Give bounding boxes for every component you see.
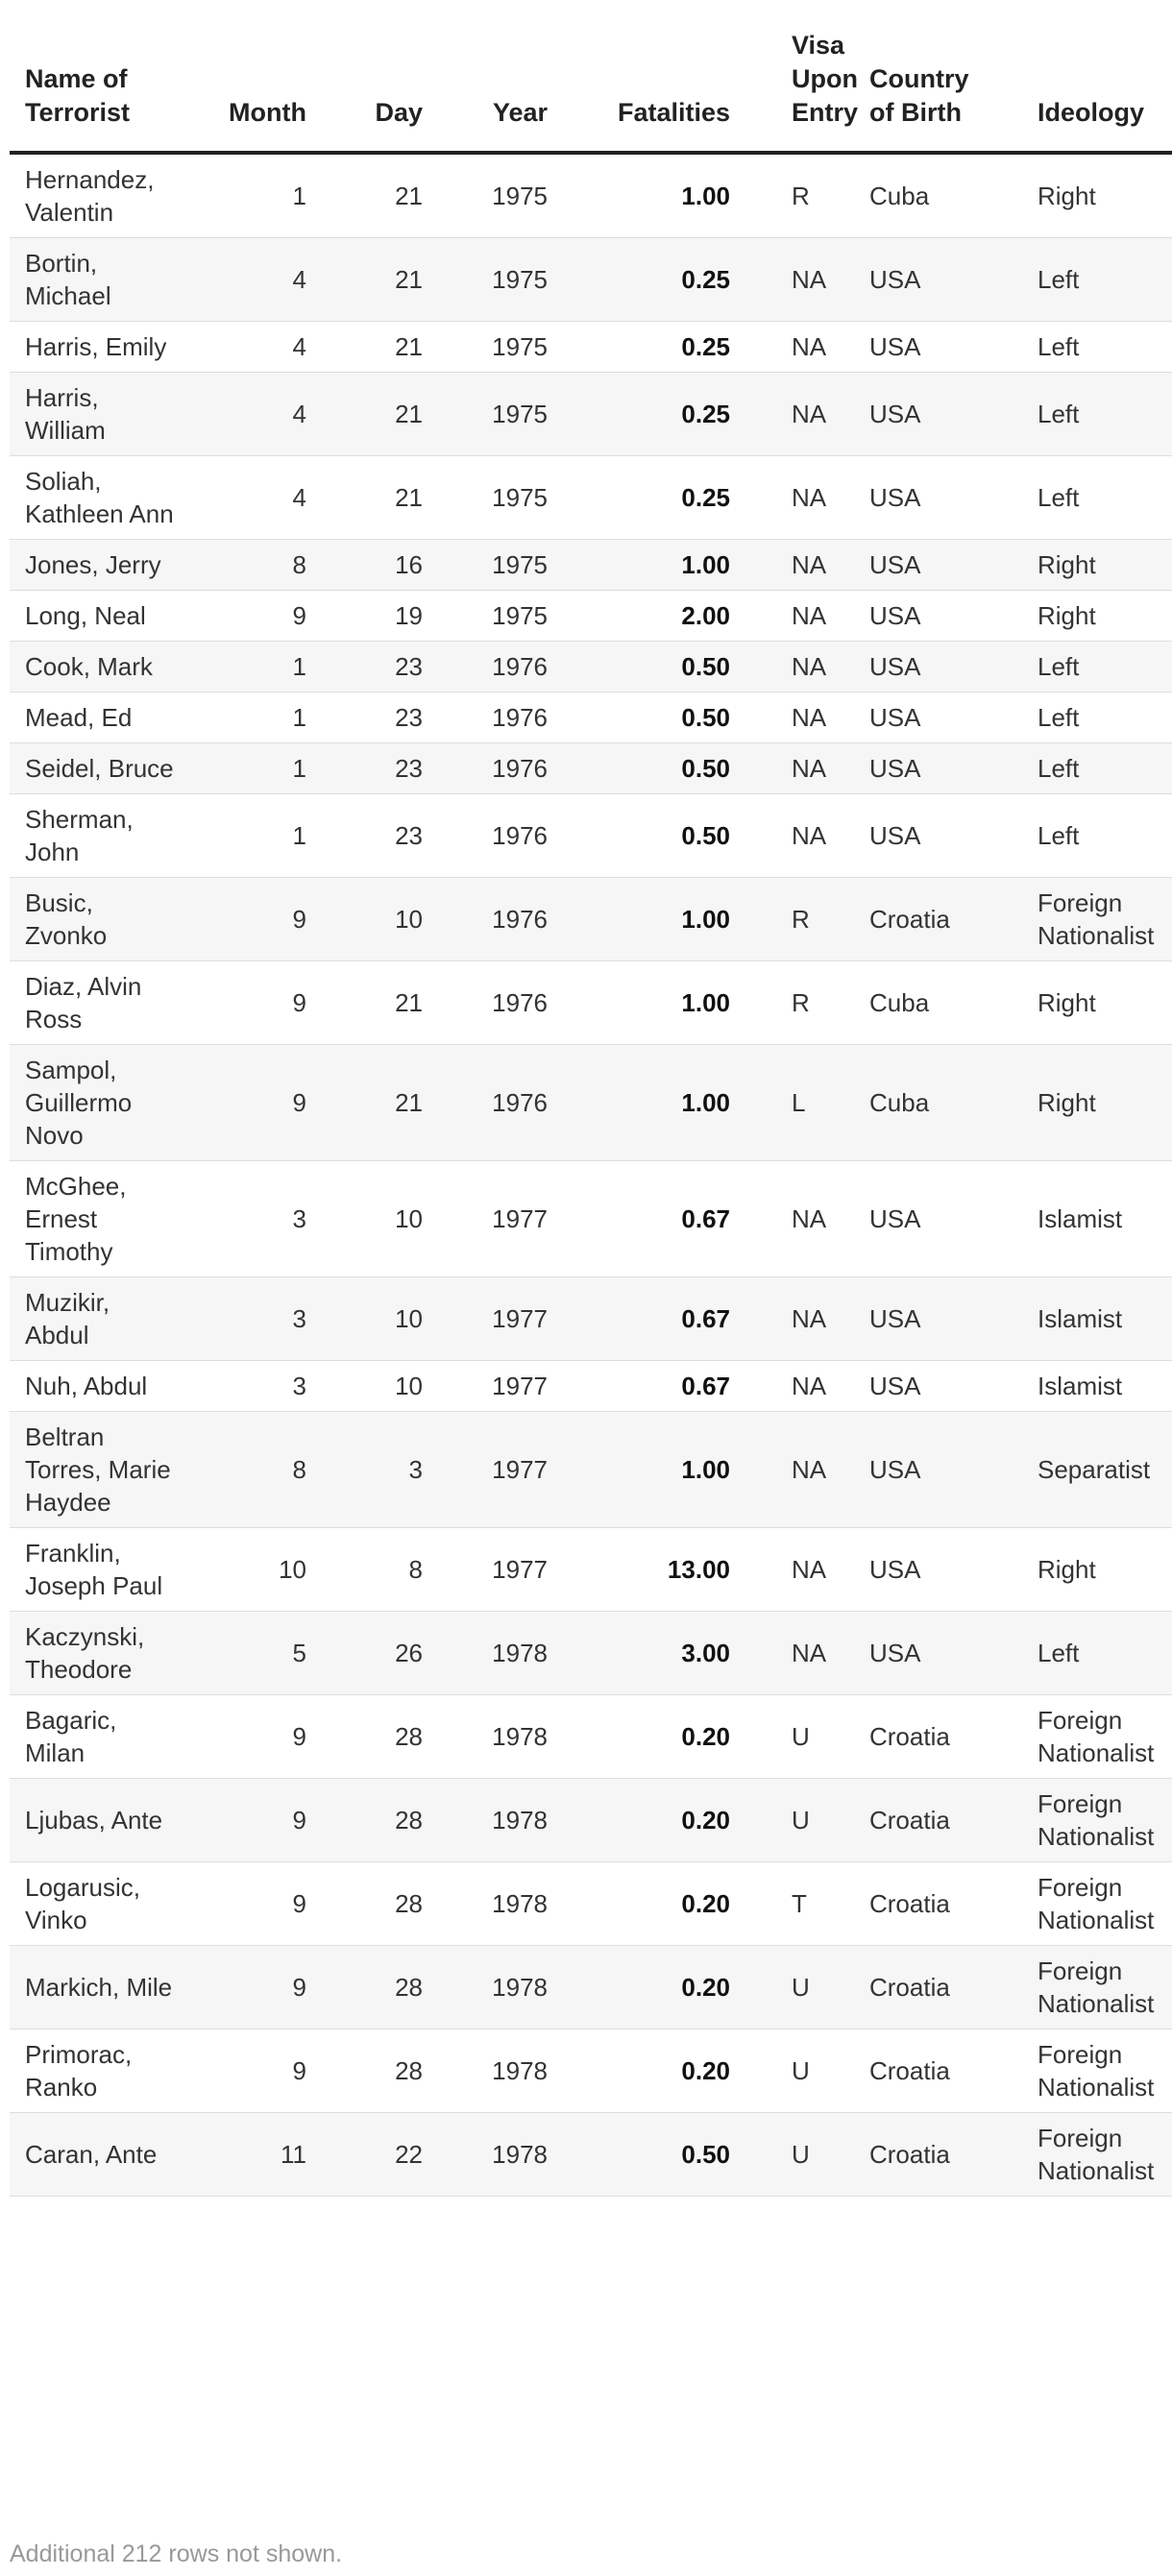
- cell-year: 1978: [423, 1779, 548, 1862]
- cell-country: Cuba: [869, 1045, 1038, 1161]
- cell-year: 1976: [423, 794, 548, 878]
- table-row: [10, 1862, 1172, 1946]
- cell-ideology: Separatist: [1038, 1412, 1172, 1528]
- cell-fatalities: 0.50: [548, 743, 730, 794]
- cell-country: USA: [869, 1361, 1038, 1412]
- cell-day: 23: [312, 794, 423, 878]
- cell-name: Markich, Mile: [10, 1946, 187, 2029]
- cell-country: USA: [869, 540, 1038, 591]
- cell-visa: NA: [730, 1528, 869, 1612]
- cell-visa: NA: [730, 1412, 869, 1528]
- cell-fatalities: 0.67: [548, 1161, 730, 1277]
- cell-fatalities: 0.20: [548, 1946, 730, 2029]
- cell-country: USA: [869, 373, 1038, 456]
- col-header-year: Year: [423, 29, 548, 153]
- cell-month: 3: [187, 1277, 312, 1361]
- table-row: [10, 961, 1172, 1045]
- header-row: [10, 29, 1172, 153]
- cell-year: 1978: [423, 1862, 548, 1946]
- cell-fatalities: 0.25: [548, 373, 730, 456]
- table-row: [10, 456, 1172, 540]
- cell-month: 9: [187, 1946, 312, 2029]
- cell-fatalities: 3.00: [548, 1612, 730, 1695]
- table-row: [10, 1779, 1172, 1862]
- cell-visa: NA: [730, 1161, 869, 1277]
- cell-day: 28: [312, 1946, 423, 2029]
- cell-ideology: Left: [1038, 743, 1172, 794]
- cell-name: Muzikir, Abdul: [10, 1277, 187, 1361]
- cell-month: 1: [187, 794, 312, 878]
- cell-country: Croatia: [869, 2029, 1038, 2113]
- cell-visa: NA: [730, 743, 869, 794]
- cell-visa: NA: [730, 540, 869, 591]
- cell-ideology: Foreign Nationalist: [1038, 2029, 1172, 2113]
- cell-name: Busic, Zvonko: [10, 878, 187, 961]
- cell-ideology: Left: [1038, 322, 1172, 373]
- cell-day: 10: [312, 1161, 423, 1277]
- table-row: [10, 1412, 1172, 1528]
- cell-ideology: Left: [1038, 642, 1172, 693]
- cell-year: 1975: [423, 238, 548, 322]
- table-row: [10, 743, 1172, 794]
- cell-year: 1976: [423, 961, 548, 1045]
- cell-visa: R: [730, 878, 869, 961]
- cell-visa: U: [730, 1779, 869, 1862]
- cell-year: 1975: [423, 322, 548, 373]
- cell-ideology: Right: [1038, 591, 1172, 642]
- cell-day: 10: [312, 1277, 423, 1361]
- cell-year: 1976: [423, 1045, 548, 1161]
- cell-fatalities: 0.50: [548, 2113, 730, 2197]
- cell-name: Mead, Ed: [10, 693, 187, 743]
- cell-month: 8: [187, 1412, 312, 1528]
- cell-name: Bortin, Michael: [10, 238, 187, 322]
- cell-fatalities: 0.20: [548, 1862, 730, 1946]
- cell-name: Diaz, Alvin Ross: [10, 961, 187, 1045]
- cell-day: 10: [312, 1361, 423, 1412]
- table-row: [10, 153, 1172, 238]
- table-row: [10, 540, 1172, 591]
- cell-visa: NA: [730, 1612, 869, 1695]
- cell-name: Logarusic, Vinko: [10, 1862, 187, 1946]
- cell-month: 5: [187, 1612, 312, 1695]
- cell-country: Croatia: [869, 1862, 1038, 1946]
- cell-day: 28: [312, 1862, 423, 1946]
- cell-day: 16: [312, 540, 423, 591]
- cell-day: 21: [312, 456, 423, 540]
- cell-fatalities: 13.00: [548, 1528, 730, 1612]
- table-row: [10, 1612, 1172, 1695]
- cell-name: Ljubas, Ante: [10, 1779, 187, 1862]
- cell-fatalities: 0.20: [548, 2029, 730, 2113]
- cell-year: 1976: [423, 642, 548, 693]
- cell-name: Seidel, Bruce: [10, 743, 187, 794]
- cell-ideology: Foreign Nationalist: [1038, 1779, 1172, 1862]
- cell-country: Croatia: [869, 1695, 1038, 1779]
- cell-visa: U: [730, 1946, 869, 2029]
- cell-fatalities: 0.50: [548, 794, 730, 878]
- cell-name: Nuh, Abdul: [10, 1361, 187, 1412]
- cell-fatalities: 0.67: [548, 1361, 730, 1412]
- table-row: [10, 373, 1172, 456]
- col-header-month: Month: [187, 29, 312, 153]
- cell-fatalities: 0.67: [548, 1277, 730, 1361]
- cell-month: 3: [187, 1161, 312, 1277]
- cell-country: USA: [869, 591, 1038, 642]
- cell-name: Harris, William: [10, 373, 187, 456]
- cell-year: 1978: [423, 1946, 548, 2029]
- cell-year: 1976: [423, 743, 548, 794]
- table-row: [10, 642, 1172, 693]
- cell-day: 21: [312, 961, 423, 1045]
- cell-country: Croatia: [869, 2113, 1038, 2197]
- cell-fatalities: 1.00: [548, 961, 730, 1045]
- cell-visa: NA: [730, 373, 869, 456]
- cell-year: 1977: [423, 1412, 548, 1528]
- cell-day: 3: [312, 1412, 423, 1528]
- cell-visa: R: [730, 961, 869, 1045]
- cell-fatalities: 0.20: [548, 1779, 730, 1862]
- table-row: [10, 2029, 1172, 2113]
- cell-ideology: Foreign Nationalist: [1038, 2113, 1172, 2197]
- cell-country: USA: [869, 456, 1038, 540]
- col-header-visa: Visa Upon Entry: [730, 29, 869, 153]
- table-row: [10, 238, 1172, 322]
- table-row: [10, 878, 1172, 961]
- cell-month: 9: [187, 591, 312, 642]
- cell-day: 8: [312, 1528, 423, 1612]
- cell-day: 21: [312, 322, 423, 373]
- cell-ideology: Right: [1038, 961, 1172, 1045]
- cell-country: Cuba: [869, 961, 1038, 1045]
- cell-month: 9: [187, 878, 312, 961]
- cell-visa: T: [730, 1862, 869, 1946]
- cell-month: 9: [187, 961, 312, 1045]
- cell-month: 4: [187, 322, 312, 373]
- cell-day: 21: [312, 1045, 423, 1161]
- cell-ideology: Right: [1038, 540, 1172, 591]
- cell-name: Beltran Torres, Marie Haydee: [10, 1412, 187, 1528]
- cell-visa: L: [730, 1045, 869, 1161]
- table-row: [10, 693, 1172, 743]
- cell-country: USA: [869, 238, 1038, 322]
- cell-ideology: Foreign Nationalist: [1038, 1946, 1172, 2029]
- cell-name: Bagaric, Milan: [10, 1695, 187, 1779]
- table-row: [10, 322, 1172, 373]
- cell-month: 1: [187, 642, 312, 693]
- cell-fatalities: 1.00: [548, 878, 730, 961]
- cell-month: 9: [187, 1862, 312, 1946]
- cell-ideology: Islamist: [1038, 1161, 1172, 1277]
- cell-ideology: Foreign Nationalist: [1038, 1695, 1172, 1779]
- cell-month: 4: [187, 238, 312, 322]
- cell-month: 9: [187, 2029, 312, 2113]
- cell-country: USA: [869, 1528, 1038, 1612]
- col-header-day: Day: [312, 29, 423, 153]
- cell-ideology: Right: [1038, 153, 1172, 238]
- cell-ideology: Left: [1038, 238, 1172, 322]
- cell-name: Primorac, Ranko: [10, 2029, 187, 2113]
- cell-visa: NA: [730, 456, 869, 540]
- table-row: [10, 591, 1172, 642]
- cell-year: 1977: [423, 1161, 548, 1277]
- cell-ideology: Right: [1038, 1528, 1172, 1612]
- cell-year: 1977: [423, 1528, 548, 1612]
- cell-year: 1978: [423, 2113, 548, 2197]
- cell-name: Hernandez, Valentin: [10, 153, 187, 238]
- cell-day: 10: [312, 878, 423, 961]
- table-row: [10, 1695, 1172, 1779]
- cell-day: 21: [312, 238, 423, 322]
- cell-month: 4: [187, 456, 312, 540]
- cell-fatalities: 0.50: [548, 642, 730, 693]
- cell-year: 1975: [423, 373, 548, 456]
- cell-ideology: Left: [1038, 693, 1172, 743]
- cell-fatalities: 0.50: [548, 693, 730, 743]
- cell-country: USA: [869, 322, 1038, 373]
- cell-fatalities: 0.25: [548, 322, 730, 373]
- cell-ideology: Foreign Nationalist: [1038, 878, 1172, 961]
- cell-country: Cuba: [869, 153, 1038, 238]
- cell-ideology: Left: [1038, 456, 1172, 540]
- cell-fatalities: 0.20: [548, 1695, 730, 1779]
- col-header-name: Name of Terrorist: [10, 29, 187, 153]
- cell-year: 1975: [423, 591, 548, 642]
- cell-year: 1976: [423, 878, 548, 961]
- cell-ideology: Islamist: [1038, 1277, 1172, 1361]
- cell-month: 1: [187, 743, 312, 794]
- cell-month: 9: [187, 1695, 312, 1779]
- table-row: [10, 1528, 1172, 1612]
- cell-visa: NA: [730, 693, 869, 743]
- cell-day: 26: [312, 1612, 423, 1695]
- cell-country: USA: [869, 1161, 1038, 1277]
- cell-fatalities: 1.00: [548, 540, 730, 591]
- cell-visa: NA: [730, 642, 869, 693]
- cell-ideology: Islamist: [1038, 1361, 1172, 1412]
- cell-country: USA: [869, 693, 1038, 743]
- cell-country: USA: [869, 794, 1038, 878]
- cell-month: 4: [187, 373, 312, 456]
- cell-name: Jones, Jerry: [10, 540, 187, 591]
- col-header-ideology: Ideology: [1038, 29, 1172, 153]
- cell-year: 1978: [423, 1612, 548, 1695]
- cell-month: 9: [187, 1779, 312, 1862]
- cell-fatalities: 2.00: [548, 591, 730, 642]
- table-row: [10, 1361, 1172, 1412]
- cell-day: 21: [312, 373, 423, 456]
- cell-month: 1: [187, 693, 312, 743]
- cell-visa: U: [730, 2029, 869, 2113]
- cell-year: 1978: [423, 2029, 548, 2113]
- cell-day: 23: [312, 642, 423, 693]
- table-row: [10, 1161, 1172, 1277]
- cell-name: Kaczynski, Theodore: [10, 1612, 187, 1695]
- cell-day: 28: [312, 1779, 423, 1862]
- cell-month: 11: [187, 2113, 312, 2197]
- cell-visa: NA: [730, 238, 869, 322]
- cell-month: 3: [187, 1361, 312, 1412]
- cell-name: Sampol, Guillermo Novo: [10, 1045, 187, 1161]
- col-header-fatalities: Fatalities: [548, 29, 730, 153]
- cell-ideology: Left: [1038, 1612, 1172, 1695]
- cell-day: 23: [312, 693, 423, 743]
- cell-fatalities: 0.25: [548, 238, 730, 322]
- cell-country: USA: [869, 642, 1038, 693]
- cell-visa: U: [730, 1695, 869, 1779]
- cell-month: 10: [187, 1528, 312, 1612]
- cell-day: 28: [312, 1695, 423, 1779]
- cell-fatalities: 1.00: [548, 1412, 730, 1528]
- cell-name: Franklin, Joseph Paul: [10, 1528, 187, 1612]
- cell-year: 1978: [423, 1695, 548, 1779]
- cell-year: 1976: [423, 693, 548, 743]
- cell-year: 1975: [423, 456, 548, 540]
- cell-month: 1: [187, 153, 312, 238]
- cell-visa: NA: [730, 591, 869, 642]
- rows-not-shown-note: Additional 212 rows not shown.: [10, 2540, 343, 2567]
- table-row: [10, 1946, 1172, 2029]
- cell-ideology: Left: [1038, 373, 1172, 456]
- cell-name: Soliah, Kathleen Ann: [10, 456, 187, 540]
- cell-day: 22: [312, 2113, 423, 2197]
- cell-country: Croatia: [869, 1779, 1038, 1862]
- cell-visa: U: [730, 2113, 869, 2197]
- cell-country: Croatia: [869, 878, 1038, 961]
- cell-day: 28: [312, 2029, 423, 2113]
- col-header-country: Country of Birth: [869, 29, 1038, 153]
- cell-month: 8: [187, 540, 312, 591]
- cell-year: 1977: [423, 1361, 548, 1412]
- cell-name: Sherman, John: [10, 794, 187, 878]
- cell-name: Harris, Emily: [10, 322, 187, 373]
- terrorist-table: [10, 29, 1172, 2197]
- cell-name: McGhee, Ernest Timothy: [10, 1161, 187, 1277]
- cell-ideology: Foreign Nationalist: [1038, 1862, 1172, 1946]
- cell-name: Long, Neal: [10, 591, 187, 642]
- cell-name: Cook, Mark: [10, 642, 187, 693]
- cell-ideology: Left: [1038, 794, 1172, 878]
- cell-fatalities: 1.00: [548, 153, 730, 238]
- cell-visa: NA: [730, 322, 869, 373]
- cell-country: USA: [869, 743, 1038, 794]
- cell-year: 1977: [423, 1277, 548, 1361]
- cell-fatalities: 1.00: [548, 1045, 730, 1161]
- cell-country: USA: [869, 1277, 1038, 1361]
- cell-day: 21: [312, 153, 423, 238]
- table-row: [10, 1277, 1172, 1361]
- cell-fatalities: 0.25: [548, 456, 730, 540]
- table-row: [10, 794, 1172, 878]
- cell-country: USA: [869, 1612, 1038, 1695]
- cell-country: USA: [869, 1412, 1038, 1528]
- cell-ideology: Right: [1038, 1045, 1172, 1161]
- table-row: [10, 2113, 1172, 2197]
- cell-country: Croatia: [869, 1946, 1038, 2029]
- cell-visa: NA: [730, 1361, 869, 1412]
- table-row: [10, 1045, 1172, 1161]
- cell-day: 23: [312, 743, 423, 794]
- cell-year: 1975: [423, 153, 548, 238]
- cell-visa: NA: [730, 794, 869, 878]
- cell-year: 1975: [423, 540, 548, 591]
- cell-visa: R: [730, 153, 869, 238]
- cell-day: 19: [312, 591, 423, 642]
- cell-month: 9: [187, 1045, 312, 1161]
- cell-visa: NA: [730, 1277, 869, 1361]
- cell-name: Caran, Ante: [10, 2113, 187, 2197]
